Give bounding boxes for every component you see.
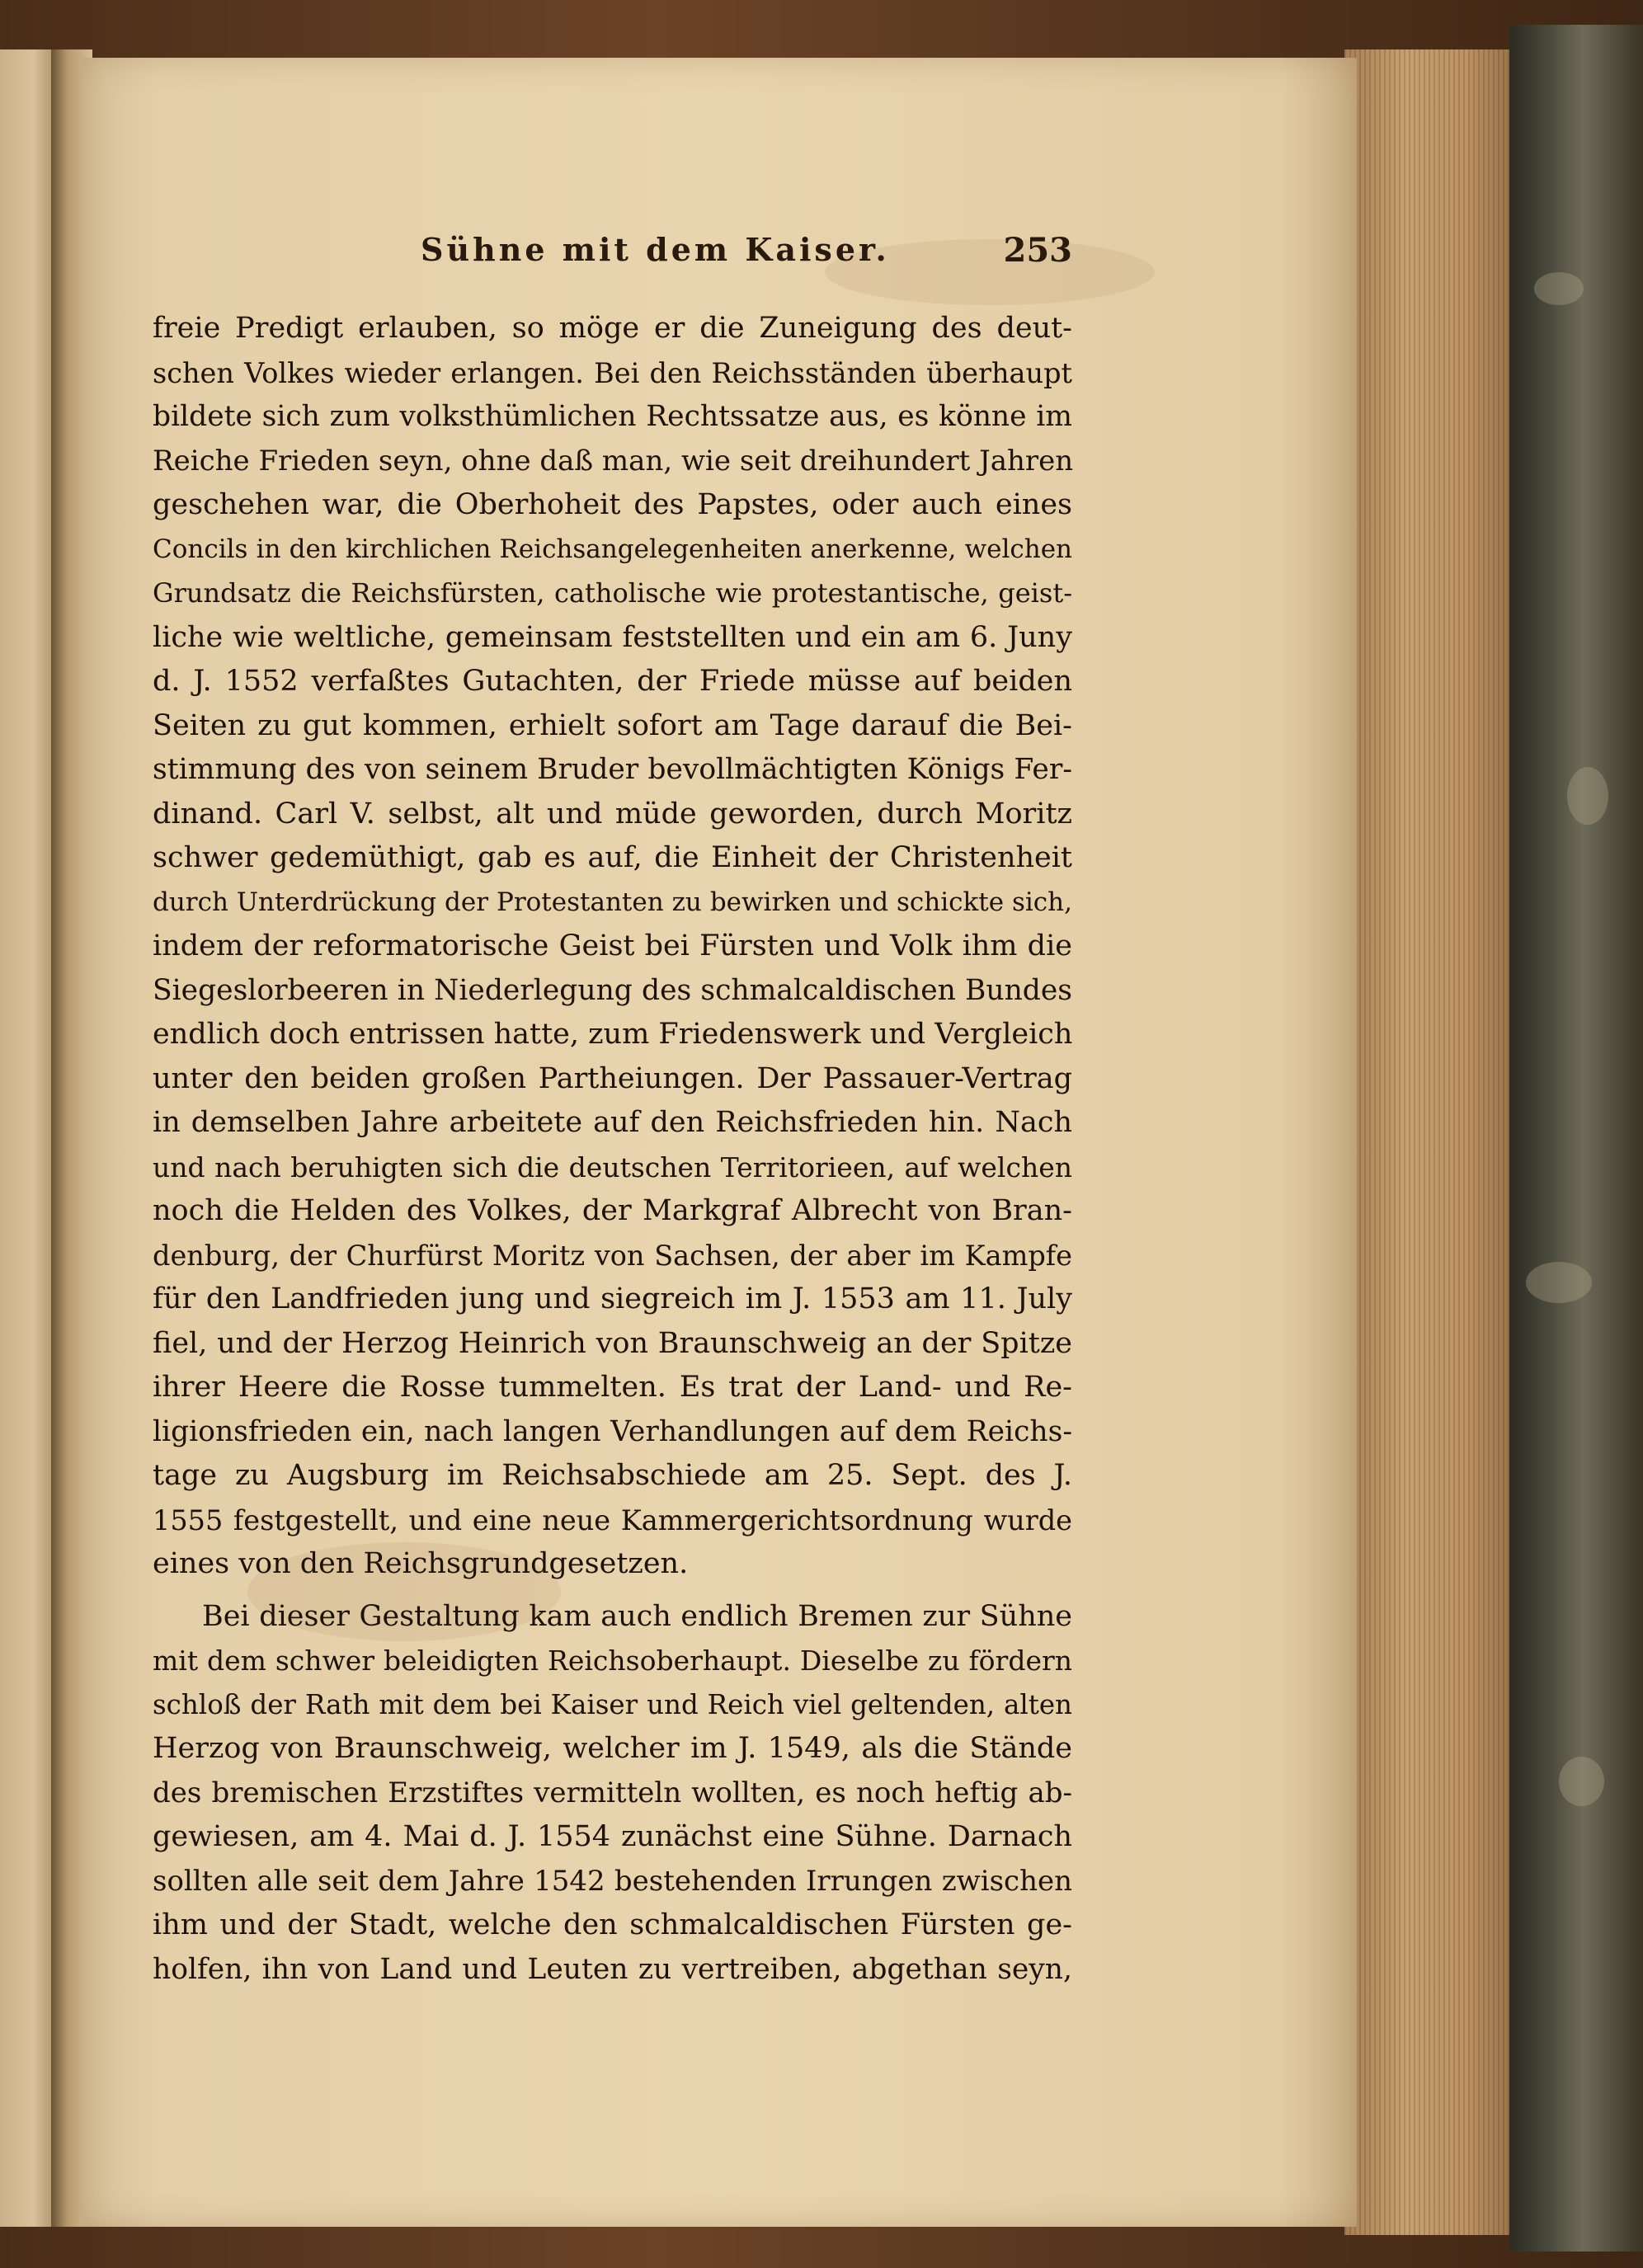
page-number: 253 — [1003, 231, 1072, 270]
text-line: des bremischen Erzstiftes vermitteln wollten, es noch heftig ab- — [153, 1776, 1072, 1809]
text-line: durch Unterdrückung der Protestanten zu bewirken und schickte sich, — [153, 887, 1072, 917]
text-line: fiel, und der Herzog Heinrich von Braunschweig an der Spitze — [153, 1326, 1072, 1360]
text-line: liche wie weltliche, gemeinsam feststellten und ein am 6. Juny — [153, 620, 1072, 654]
marbling-spot — [1567, 767, 1608, 825]
running-head: Sühne mit dem Kaiser. — [421, 231, 890, 268]
text-line: Reiche Frieden seyn, ohne daß man, wie seit dreihundert Jahren — [153, 444, 1074, 478]
marbling-spot — [1526, 1262, 1592, 1303]
text-line: Herzog von Braunschweig, welcher im J. 1549, als die Stände — [153, 1732, 1072, 1765]
text-line: d. J. 1552 verfaßtes Gutachten, der Friede müsse auf beiden — [153, 665, 1072, 698]
page-block-edge — [1344, 49, 1518, 2235]
text-line: noch die Helden des Volkes, der Markgraf Albrecht von Bran- — [153, 1194, 1072, 1227]
text-line: ihrer Heere die Rosse tummelten. Es trat der Land- und Re- — [153, 1371, 1072, 1404]
text-line: unter den beiden großen Partheiungen. Der Passauer-Vertrag — [153, 1061, 1072, 1095]
text-line: schloß der Rath mit dem bei Kaiser und Reich viel geltenden, alten — [153, 1688, 1072, 1720]
body-text — [153, 307, 1072, 1992]
text-line: Siegeslorbeeren in Niederlegung des schmalcaldischen Bundes — [153, 973, 1072, 1007]
text-line: dinand. Carl V. selbst, alt und müde geworden, durch Moritz — [153, 797, 1072, 831]
text-line: Concils in den kirchlichen Reichsangelegenheiten anerkenne, welchen — [153, 534, 1072, 564]
text-line: denburg, der Churfürst Moritz von Sachsen, der aber im Kampfe — [153, 1239, 1072, 1272]
text-line: ihm und der Stadt, welche den schmalcaldischen Fürsten ge- — [153, 1908, 1072, 1941]
text-line: Bei dieser Gestaltung kam auch endlich Bremen zur Sühne — [202, 1599, 1072, 1633]
text-line: geschehen war, die Oberhoheit des Papstes, oder auch eines — [153, 488, 1072, 521]
text-line: eines von den Reichsgrundgesetzen. — [153, 1547, 689, 1580]
text-line: mit dem schwer beleidigten Reichsoberhaupt. Dieselbe zu fördern — [153, 1645, 1072, 1677]
text-line: sollten alle seit dem Jahre 1542 bestehenden Irrungen zwischen — [153, 1864, 1072, 1898]
text-line: tage zu Augsburg im Reichsabschiede am 25. Sept. des J. — [153, 1459, 1072, 1492]
paragraph-1 — [153, 307, 1072, 1587]
text-line: schwer gedemüthigt, gab es auf, die Einheit der Christenheit — [153, 841, 1072, 874]
text-line: Seiten zu gut kommen, erhielt sofort am Tage darauf die Bei- — [153, 708, 1072, 742]
text-line: endlich doch entrissen hatte, zum Friedenswerk und Vergleich — [153, 1018, 1073, 1051]
text-line: indem der reformatorische Geist bei Fürsten und Volk ihm die — [153, 929, 1072, 962]
marbled-cover-edge — [1509, 25, 1643, 2252]
text-line: gewiesen, am 4. Mai d. J. 1554 zunächst eine Sühne. Darnach — [153, 1820, 1072, 1853]
text-line: Grundsatz die Reichsfürsten, catholische wie protestantische, geist- — [153, 577, 1072, 609]
paragraph-2 — [153, 1595, 1072, 1993]
text-line: schen Volkes wieder erlangen. Bei den Reichsständen überhaupt — [153, 356, 1072, 389]
text-line: in demselben Jahre arbeitete auf den Reichsfrieden hin. Nach — [153, 1106, 1072, 1139]
text-line: holfen, ihn von Land und Leuten zu vertreiben, abgethan seyn, — [153, 1952, 1072, 1986]
text-line: stimmung des von seinem Bruder bevollmächtigten Königs Fer- — [153, 753, 1072, 786]
page-header — [148, 231, 1072, 289]
marbling-spot — [1559, 1757, 1604, 1806]
text-line: bildete sich zum volksthümlichen Rechtssatze aus, es könne im — [153, 400, 1072, 433]
marbling-spot — [1534, 272, 1584, 305]
text-line: ligionsfrieden ein, nach langen Verhandlungen auf dem Reichs- — [153, 1414, 1072, 1448]
text-line: freie Predigt erlauben, so möge er die Zuneigung des deut- — [153, 312, 1072, 345]
text-line: und nach beruhigten sich die deutschen Territorieen, auf welchen — [153, 1150, 1072, 1183]
text-line: für den Landfrieden jung und siegreich im J. 1553 am 11. July — [153, 1282, 1072, 1315]
text-line: 1555 festgestellt, und eine neue Kammergerichtsordnung wurde — [153, 1503, 1072, 1536]
